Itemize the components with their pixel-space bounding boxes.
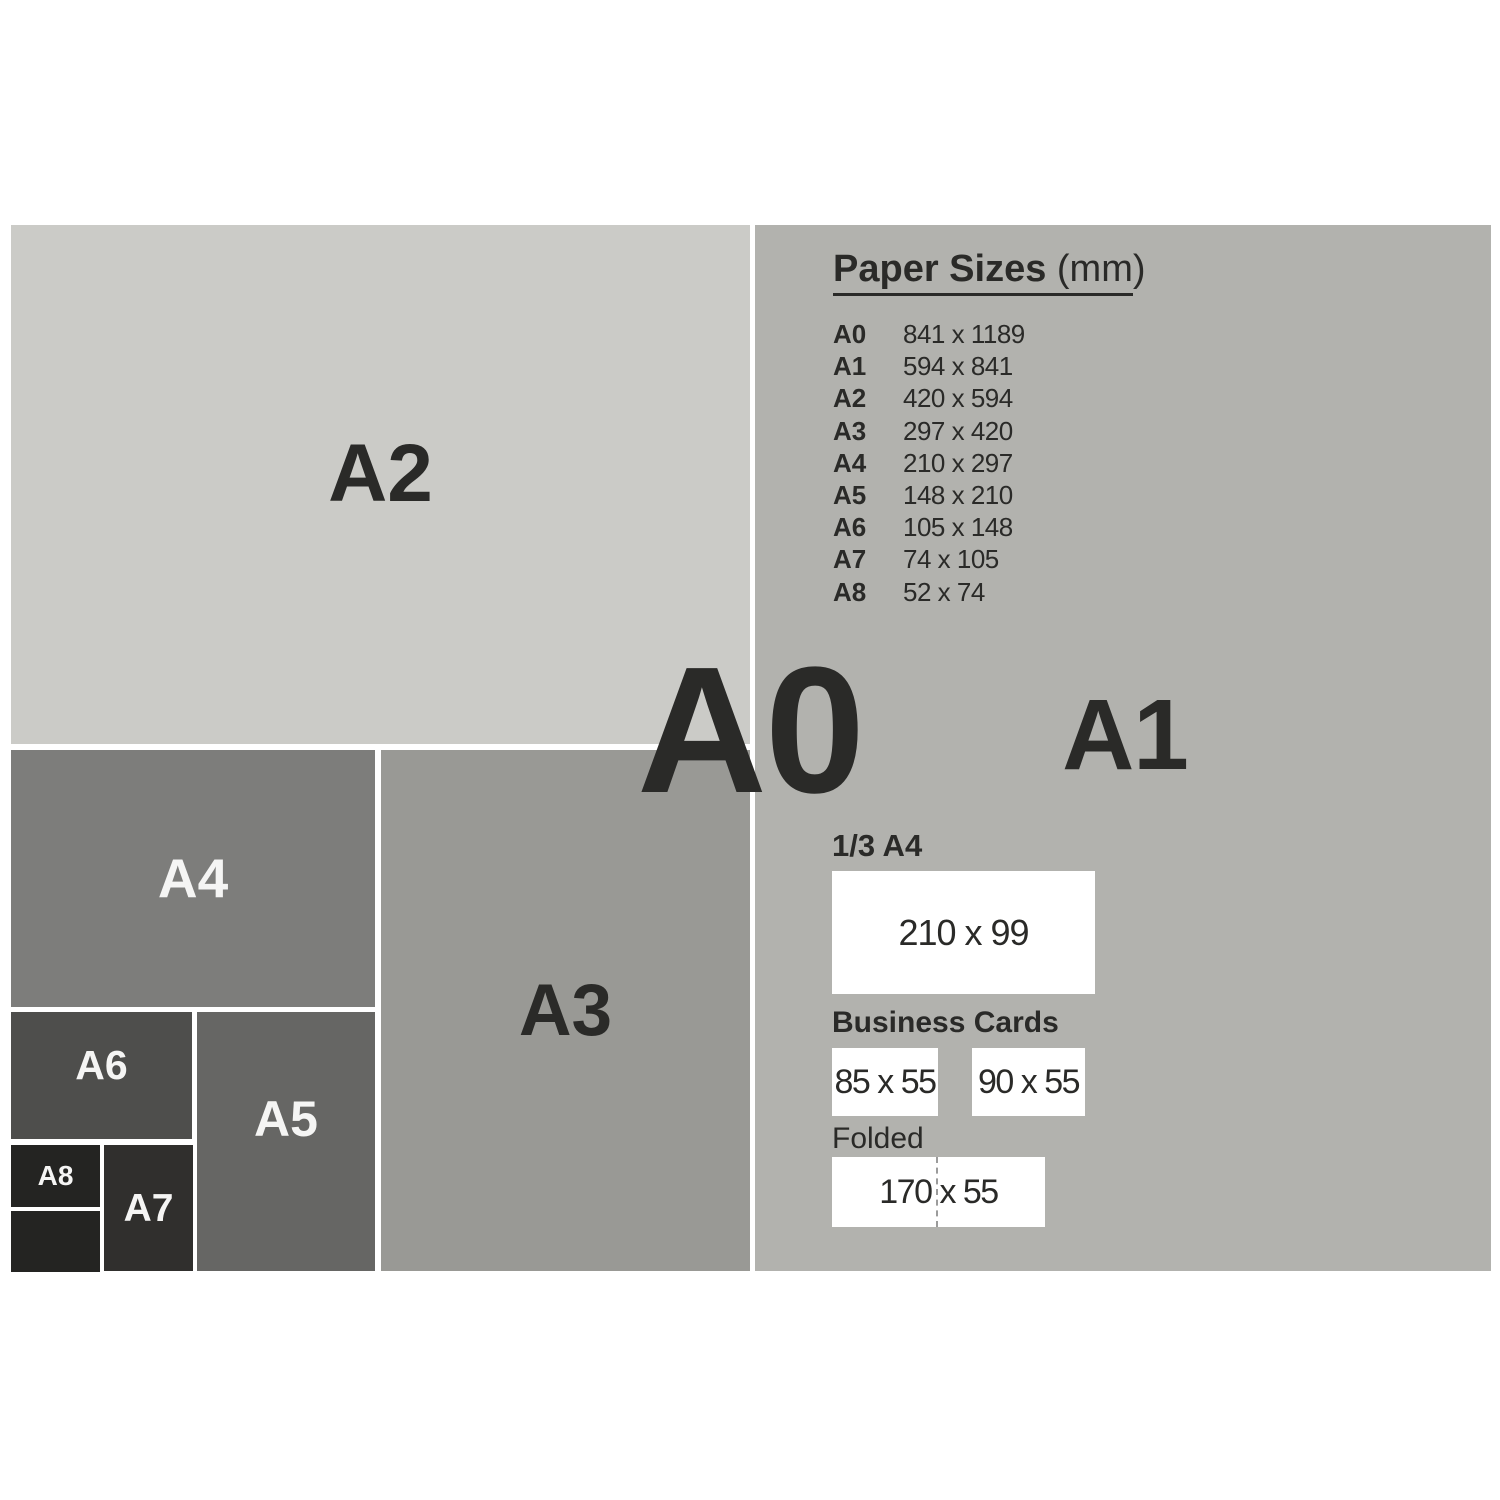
sheet-a0-label: A0 — [636, 629, 864, 831]
business-card-85x55-dims: 85 x 55 — [834, 1062, 936, 1101]
row-dims: 841 x 1189 — [903, 319, 1025, 349]
row-size: A5 — [833, 480, 867, 511]
paper-sizes-table — [833, 318, 1025, 608]
sheet-a6-label: A6 — [75, 1042, 128, 1088]
sheet-a2-label: A2 — [328, 427, 433, 519]
row-dims: 594 x 841 — [903, 351, 1013, 382]
folded-label: Folded — [832, 1122, 924, 1155]
row-dims: 52 x 74 — [903, 576, 985, 607]
row-size: A4 — [833, 447, 867, 478]
third-a4-label: 1/3 A4 — [832, 828, 923, 863]
sheet-a1-label: A1 — [1062, 678, 1188, 791]
business-card-85x55 — [832, 1048, 938, 1116]
sheet-a4 — [11, 750, 375, 1007]
table-row — [833, 415, 1025, 447]
sheet-a8 — [11, 1145, 100, 1207]
business-card-90x55-dims: 90 x 55 — [977, 1062, 1080, 1101]
row-size: A0 — [833, 319, 867, 349]
third-a4-card — [832, 871, 1095, 994]
table-row — [833, 447, 1025, 479]
sheet-a5 — [197, 1012, 375, 1271]
row-size: A6 — [833, 512, 867, 543]
table-row — [833, 382, 1025, 414]
sheet-a8-label: A8 — [37, 1160, 74, 1191]
table-row — [833, 318, 1025, 350]
row-size: A3 — [833, 415, 867, 446]
row-dims: 74 x 105 — [903, 544, 999, 575]
sheet-a5-label: A5 — [254, 1090, 318, 1147]
sheet-a3-label: A3 — [518, 970, 613, 1051]
paper-sizes-title-unit: (mm) — [1056, 248, 1146, 290]
table-row — [833, 479, 1025, 511]
row-dims: 210 x 297 — [903, 447, 1013, 478]
business-cards-label: Business Cards — [832, 1006, 1059, 1039]
row-size: A8 — [833, 576, 867, 607]
row-dims: 105 x 148 — [903, 512, 1013, 543]
table-row — [833, 543, 1025, 575]
table-row — [833, 350, 1025, 382]
table-row — [833, 576, 1025, 608]
row-size: A2 — [833, 383, 867, 414]
paper-sizes-title-underline — [833, 293, 1133, 296]
fold-crease-line — [936, 1157, 938, 1227]
folded-card — [832, 1157, 1045, 1227]
row-size: A1 — [833, 351, 867, 382]
business-card-90x55 — [972, 1048, 1085, 1116]
row-dims: 420 x 594 — [903, 383, 1013, 414]
third-a4-card-dims: 210 x 99 — [898, 911, 1029, 953]
folded-card-dims: 170 x 55 — [879, 1172, 998, 1211]
sheet-a7 — [104, 1145, 193, 1271]
sheet-a8-remainder — [11, 1211, 100, 1272]
paper-sizes-title — [833, 250, 1146, 288]
sheet-a4-label: A4 — [157, 847, 229, 909]
paper-sizes-title-bold: Paper Sizes — [833, 248, 1047, 290]
sheet-a6 — [11, 1012, 192, 1139]
row-dims: 297 x 420 — [903, 415, 1013, 446]
row-size: A7 — [833, 544, 867, 575]
row-dims: 148 x 210 — [903, 480, 1013, 511]
table-row — [833, 511, 1025, 543]
sheet-a7-label: A7 — [123, 1186, 174, 1230]
